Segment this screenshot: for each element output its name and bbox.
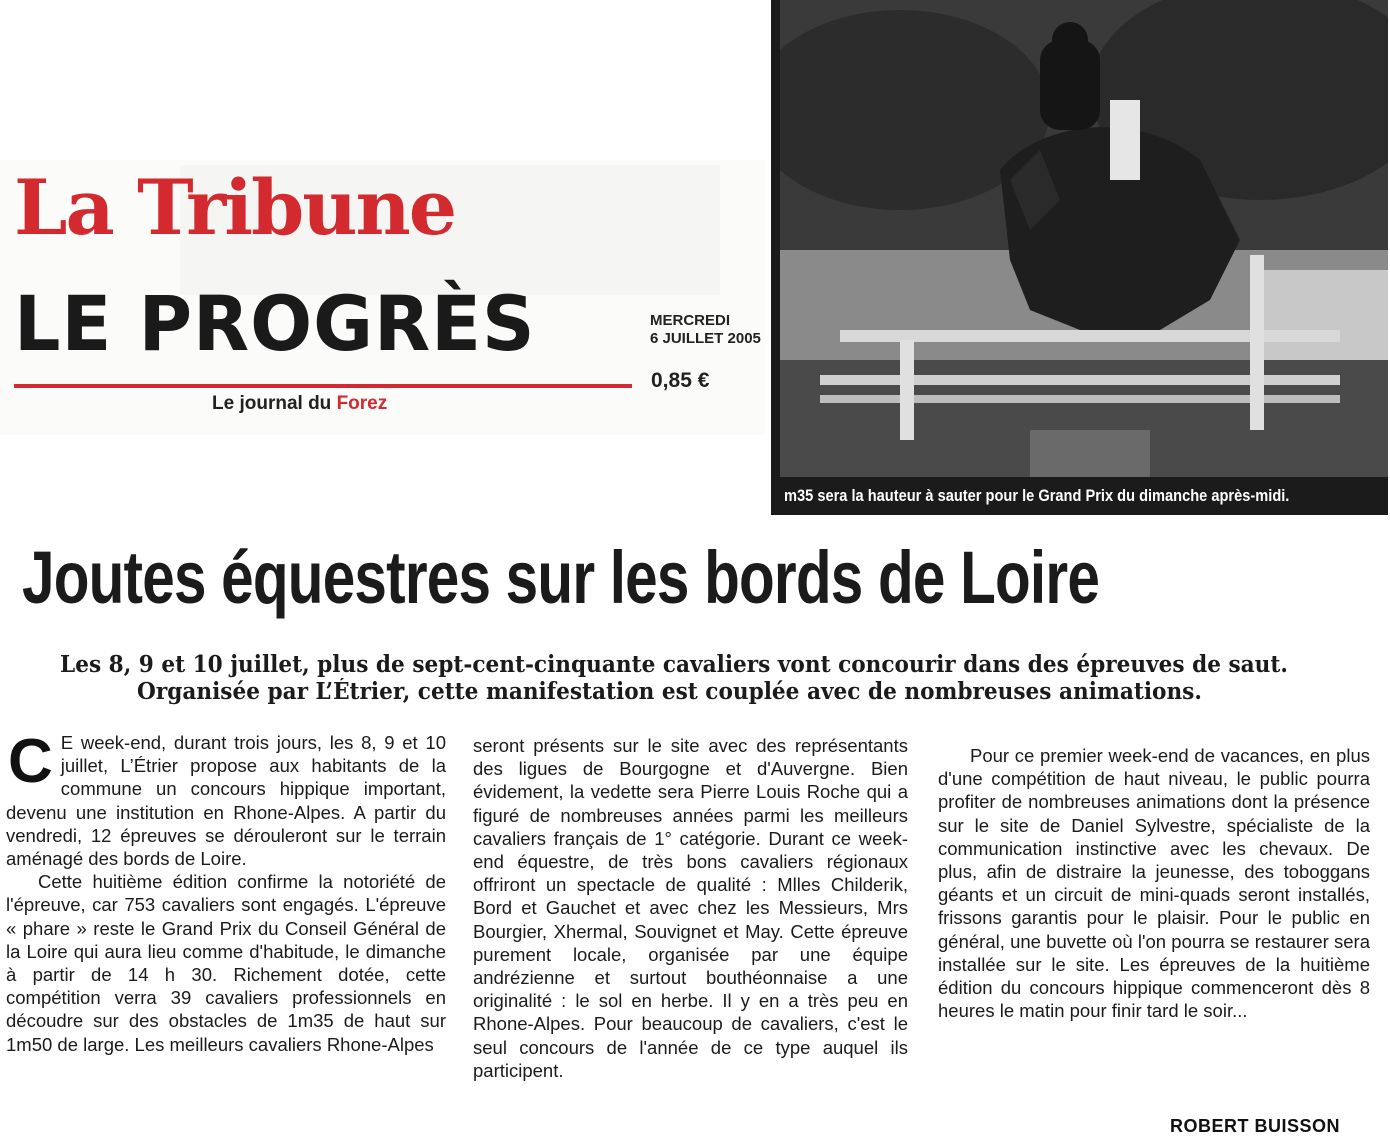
article-byline: ROBERT BUISSON — [1170, 1116, 1341, 1136]
article-column-1 — [6, 727, 446, 1056]
issue-weekday: MERCREDI — [650, 312, 731, 329]
photo-caption: m35 sera la hauteur à sauter pour le Grand Prix du dimanche après-midi. — [784, 486, 1290, 505]
article-lede-line: Organisée par L’Étrier, cette manifestation est couplée avec de nombreuses animations. — [137, 678, 1202, 705]
paragraph: Pour ce premier week-end de vacances, en plus d'une compétition de haut niveau, le public pourra profiter de nombreuses animations dont la présence sur le site de Daniel Sylvestre, spécialiste de la communication instinctive avec les chevaux. De plus, afin de distraire la jeunesse, des toboggans géants et un circuit de mini-quads seront installés, frissons garantis pour le plaisir. Pour le public en général, une buvette où l'on pourra se restaurer sera installée sur le site. Les épreuves de la huitième édition du concours hippique commenceront dès 8 heures le matin pour finir tard le soir... — [938, 745, 1370, 1022]
newspaper-title: La Tribune — [14, 163, 456, 252]
article-column-2 — [473, 734, 908, 1082]
paragraph: Cette huitième édition confirme la notoriété de l'épreuve, car 753 cavaliers sont engagés. L'épreuve « phare » reste le Grand Prix du Conseil Général de la Loire qui aura lieu comme d'habitude, le dimanche à partir de 14 h 30. Richement dotée, cette compétition verra 39 cavaliers professionnels en découdre sur des obstacles de 1m35 de haut sur 1m50 de large. Les meilleurs cavaliers Rhone-Alpes — [6, 871, 446, 1055]
drop-cap: C — [8, 727, 53, 796]
show-jumping-photo — [780, 0, 1388, 477]
paragraph: E week-end, durant trois jours, les 8, 9 et 10 juillet, L’Étrier propose aux habitants de la commune un concours hippique important, devenu une institution en Rhone-Alpes. A partir du vendredi, 12 épreuves se dérouleront sur le terrain aménagé des bords de Loire. — [6, 732, 446, 870]
tagline-region: Forez — [336, 393, 388, 414]
masthead-rule — [14, 384, 632, 388]
issue-price: 0,85 € — [651, 369, 710, 392]
article-lede-line: Les 8, 9 et 10 juillet, plus de sept-cent-cinquante cavaliers vont concourir dans des épreuves de saut. — [60, 651, 1288, 678]
article-headline: Joutes équestres sur les bords de Loire — [22, 536, 1100, 619]
newspaper-subtitle-name: LE PROGRÈS — [14, 279, 536, 368]
issue-date: 6 JUILLET 2005 — [650, 330, 761, 347]
paragraph: seront présents sur le site avec des représentants des ligues de Bourgogne et d'Auvergne. Bien évidement, la vedette sera Pierre Louis Roche qui a figuré de nombreuses années parmi les meilleurs cavaliers français de 1° catégorie. Durant ce week-end équestre, de très bons cavaliers régionaux offriront un spectacle de qualité : Mlles Childerik, Bord et Gauchet et avec chez les Messieurs, Mrs Bourgier, Xhermal, Souvignet et May. Cette épreuve purement locale, organisée par une équipe andrézienne et surtout bouthéonnaise a une originalité : le sol en herbe. Il y en a très peu en Rhone-Alpes. Pour beaucoup de cavaliers, c'est le seul concours de l'année de ce type auquel ils participent. — [473, 735, 908, 1081]
article-column-3 — [938, 744, 1370, 1022]
newspaper-tagline — [212, 393, 387, 415]
tagline-prefix: Le journal du — [212, 393, 337, 414]
